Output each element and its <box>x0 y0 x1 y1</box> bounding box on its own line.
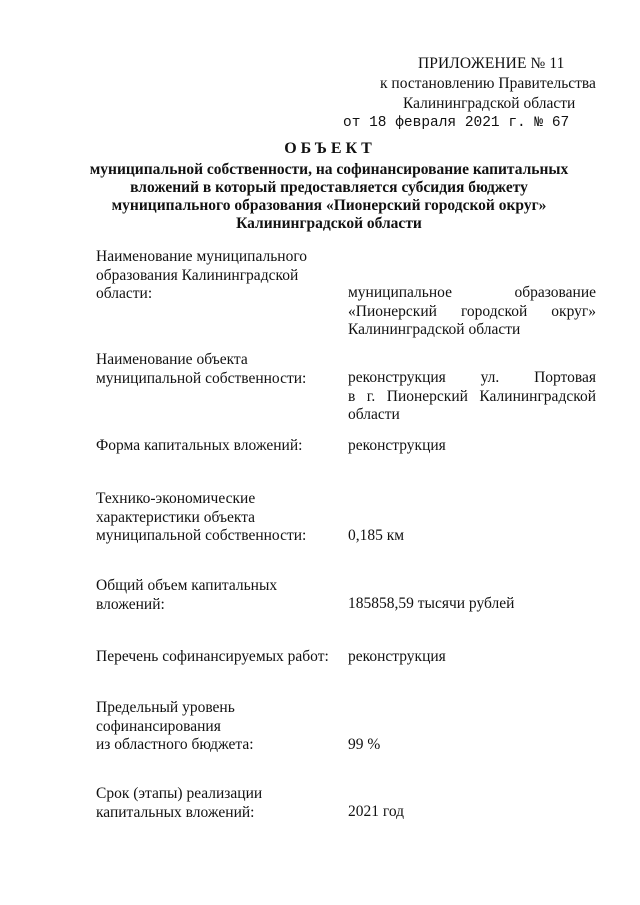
title-main: ОБЪЕКТ <box>284 140 376 157</box>
row-investment-form-value <box>348 437 596 456</box>
value-line: в г. Пионерский Калининградской <box>348 387 596 405</box>
row-works-list-value <box>348 648 596 667</box>
value-line: реконструкция ул. Портовая <box>348 369 596 386</box>
label-line: Предельный уровень <box>96 699 235 716</box>
label-line: Наименование объекта <box>96 351 248 368</box>
label-line: вложений: <box>96 595 165 613</box>
row-cofinancing-level-label <box>96 699 326 755</box>
row-characteristics-label <box>96 490 326 546</box>
appendix-region: Калининградской области <box>403 95 576 112</box>
label-line: софинансирования <box>96 717 221 735</box>
row-cofinancing-level-value <box>348 736 596 755</box>
appendix-number: ПРИЛОЖЕНИЕ № 11 <box>418 55 565 72</box>
row-total-investment-value <box>348 595 596 614</box>
row-characteristics-value <box>348 527 596 546</box>
row-object-name-value <box>348 369 596 425</box>
label-line: Перечень софинансируемых работ: <box>96 648 329 665</box>
label-line: Срок (этапы) реализации <box>96 785 263 802</box>
row-implementation-period-value <box>348 803 596 822</box>
label-line: Форма капитальных вложений: <box>96 437 303 454</box>
appendix-resolution: к постановлению Правительства <box>380 75 596 92</box>
label-line: характеристики объекта <box>96 508 256 526</box>
value-line: 0,185 км <box>348 527 405 544</box>
row-municipality-value <box>348 284 596 340</box>
label-line: Наименование муниципального <box>96 248 308 265</box>
appendix-date-number: от 18 февраля 2021 г. № 67 <box>343 115 570 131</box>
row-total-investment-label <box>96 577 326 614</box>
label-line: Общий объем капитальных <box>96 577 278 594</box>
row-investment-form-label <box>96 437 326 456</box>
label-line: образования Калининградской <box>96 266 299 284</box>
row-works-list-label <box>96 648 329 667</box>
value-line: области <box>348 406 400 423</box>
title-line-3: муниципального образования «Пионерский городской округ» <box>111 197 547 214</box>
row-object-name-label <box>96 351 326 388</box>
value-line: «Пионерский городской округ» <box>348 302 596 320</box>
value-line: Калининградской области <box>348 321 521 338</box>
title-line-4: Калининградской области <box>236 215 422 232</box>
title-line-2: вложений в который предоставляется субсидия бюджету <box>130 179 528 196</box>
label-line: муниципальной собственности: <box>96 527 307 544</box>
label-line: муниципальной собственности: <box>96 369 307 387</box>
label-line: из областного бюджета: <box>96 736 254 753</box>
value-line: 185858,59 тысячи рублей <box>348 595 515 612</box>
label-line: Технико-экономические <box>96 490 256 507</box>
value-line: реконструкция <box>348 648 446 665</box>
label-line: области: <box>96 285 153 302</box>
value-line: 2021 год <box>348 803 405 820</box>
document-title <box>0 140 640 233</box>
row-implementation-period-label <box>96 785 326 822</box>
value-line: 99 % <box>348 736 381 753</box>
value-line: реконструкция <box>348 437 446 454</box>
label-line: капитальных вложений: <box>96 803 255 821</box>
title-line-1: муниципальной собственности, на софинансирование капитальных <box>89 161 569 178</box>
row-municipality-label <box>96 248 326 304</box>
value-line: муниципальное образование <box>348 284 596 301</box>
